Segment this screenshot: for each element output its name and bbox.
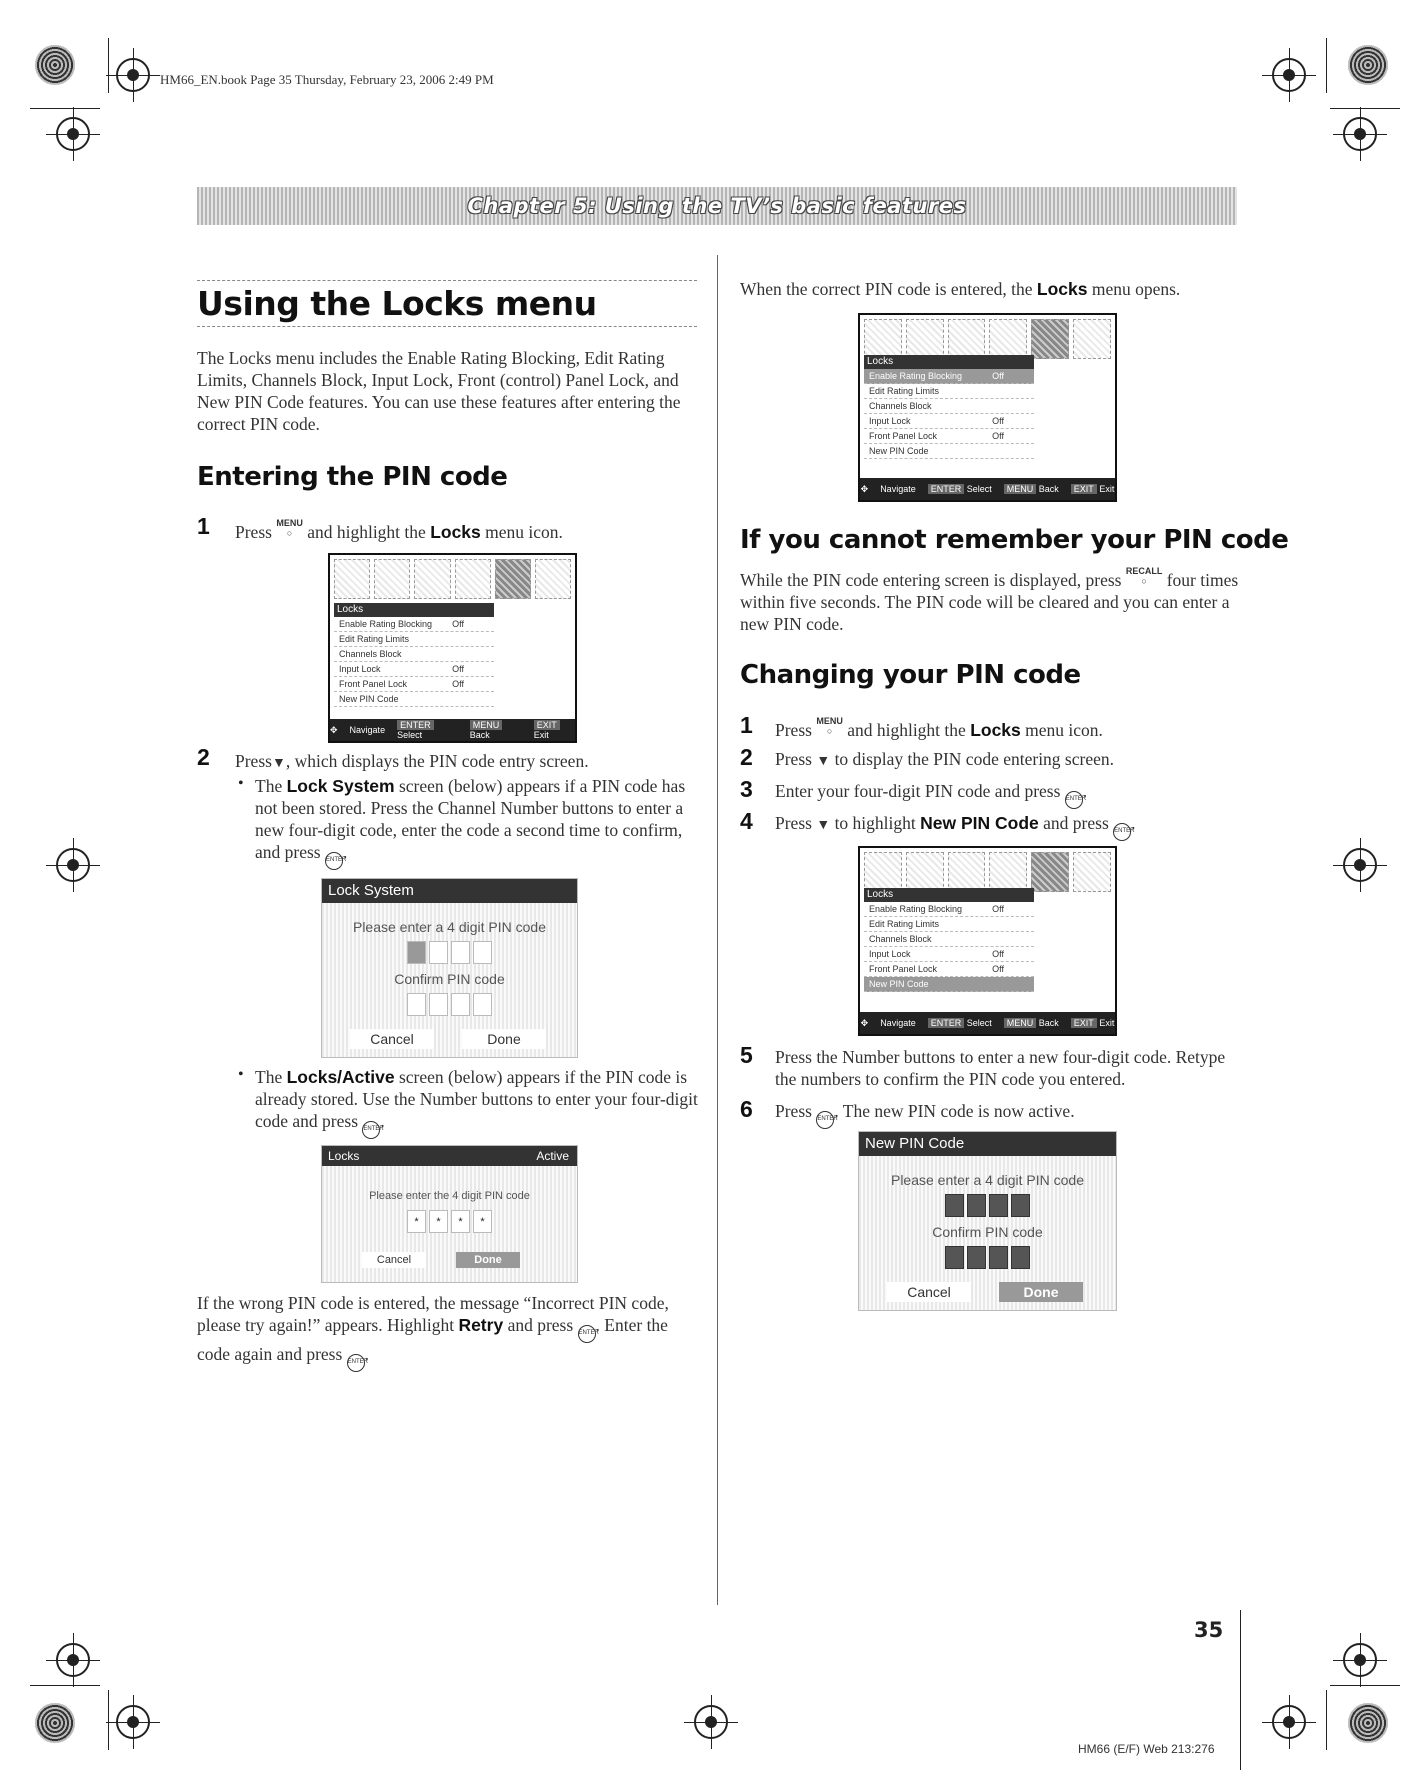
- bullet-dot: •: [238, 775, 244, 792]
- menu-item: Enable Rating Blocking Off: [864, 902, 1034, 917]
- pin-prompt: Please enter the 4 digit PIN code: [369, 1190, 530, 1202]
- subsection-heading: Entering the PIN code: [197, 462, 508, 492]
- cancel-button[interactable]: Cancel: [362, 1252, 426, 1268]
- registration-mark-icon: [56, 117, 90, 151]
- pin-entry-boxes: [859, 1194, 1116, 1217]
- pin-entry-boxes: * * * *: [322, 1210, 577, 1233]
- change-step-2: Press ▼ to display the PIN code entering screen.: [775, 749, 1114, 769]
- column-divider: [717, 255, 718, 1605]
- registration-mark-icon: [116, 58, 150, 92]
- recall-button-icon: RECALL ○: [1125, 566, 1163, 586]
- pin-prompt: Please enter a 4 digit PIN code: [890, 1172, 1084, 1188]
- enter-button-icon: ENTER: [816, 1111, 834, 1129]
- done-button[interactable]: Done: [456, 1252, 520, 1268]
- menu-header: Locks: [334, 603, 494, 617]
- section-rule: [197, 280, 697, 281]
- cancel-button[interactable]: Cancel: [350, 1029, 434, 1049]
- menu-icon-bar: [864, 852, 1111, 892]
- menu-item: Channels Block: [864, 399, 1034, 414]
- pin-entry-boxes: [322, 941, 577, 964]
- enter-button-icon: ENTER: [325, 852, 343, 870]
- crop-mark: [108, 1690, 109, 1750]
- cancel-button[interactable]: Cancel: [887, 1282, 971, 1302]
- menu-item: Input Lock Off: [334, 662, 494, 677]
- menu-button-icon: MENU ○: [816, 716, 843, 736]
- menu-item: New PIN Code: [864, 444, 1034, 459]
- bullet-lock-system: The Lock System screen (below) appears if a PIN code has not been stored. Press the Channel Number buttons to enter a new four-digit code, enter the code a second time to confirm, and press ENTER.: [255, 775, 705, 870]
- section-rule: [197, 326, 697, 327]
- menu-item: Edit Rating Limits: [864, 384, 1034, 399]
- enter-button-icon: ENTER: [1065, 791, 1083, 809]
- confirm-label: Confirm PIN code: [932, 1224, 1043, 1240]
- registration-mark-icon: [1272, 58, 1306, 92]
- step-number: 1: [740, 712, 753, 738]
- locks-menu-screen: [328, 553, 577, 743]
- menu-item: Front Panel Lock Off: [334, 677, 494, 692]
- enter-button-icon: ENTER: [578, 1325, 596, 1343]
- crop-mark: [1326, 38, 1327, 93]
- forgot-pin-paragraph: While the PIN code entering screen is displayed, press RECALL ○ four times within five seconds. The PIN code will be cleared and you can enter a new PIN code.: [740, 566, 1239, 634]
- intro-paragraph: The Locks menu includes the Enable Rating Blocking, Edit Rating Limits, Channels Block, Input Lock, Front (control) Panel Lock, and New PIN Code features. You can use these features after entering the correct PIN code.: [197, 348, 681, 434]
- print-slug: HM66_EN.book Page 35 Thursday, February 23, 2006 2:49 PM: [160, 72, 494, 87]
- registration-mark-icon: [694, 1705, 728, 1739]
- page-number-rule: [1240, 1610, 1241, 1770]
- down-arrow-icon: ▼: [271, 756, 286, 771]
- confirm-label: Confirm PIN code: [394, 971, 505, 987]
- bullet-dot: •: [238, 1066, 244, 1083]
- change-step-3: Enter your four-digit PIN code and press ENTER.: [775, 780, 1240, 809]
- wrong-pin-paragraph: If the wrong PIN code is entered, the message “Incorrect PIN code, please try again!” appears. Highlight Retry and press ENTER. Enter the code again and press ENTER.: [197, 1292, 702, 1372]
- step-2-text: Press▼, which displays the PIN code entry screen.: [235, 751, 589, 771]
- chapter-title: Chapter 5: Using the TV’s basic features: [467, 194, 967, 218]
- down-arrow-icon: ▼: [816, 818, 831, 833]
- step-number: 1: [197, 513, 210, 539]
- menu-header: Locks: [864, 355, 1034, 369]
- step-number: 3: [740, 776, 753, 802]
- menu-button-icon: MENU ○: [276, 518, 303, 538]
- registration-mark-icon: [1272, 1705, 1306, 1739]
- menu-item: Enable Rating Blocking Off: [334, 617, 494, 632]
- crop-mark: [1326, 1690, 1327, 1750]
- registration-mark-icon: [1343, 1643, 1377, 1677]
- menu-item: Channels Block: [334, 647, 494, 662]
- locks-active-dialog: [321, 1145, 578, 1283]
- chapter-banner: [197, 187, 1237, 225]
- navigate-icon: ✥: [860, 1017, 869, 1028]
- registration-ball-bottom-left: [35, 1703, 75, 1743]
- subsection-heading: Changing your PIN code: [740, 660, 1081, 690]
- section-title: Using the Locks menu: [197, 284, 597, 323]
- enter-button-icon: ENTER: [1113, 823, 1131, 841]
- lock-system-dialog: [321, 878, 578, 1058]
- navigate-icon: ✥: [860, 483, 869, 494]
- registration-mark-icon: [56, 848, 90, 882]
- down-arrow-icon: ▼: [816, 754, 831, 769]
- locks-menu-screen: [858, 313, 1117, 502]
- new-pin-dialog: [858, 1131, 1117, 1311]
- menu-item: New PIN Code: [334, 692, 494, 707]
- status-label: Active: [536, 1149, 569, 1163]
- menu-item: Front Panel Lock Off: [864, 962, 1034, 977]
- change-step-1: Press MENU ○ and highlight the Locks menu icon.: [775, 716, 1103, 740]
- enter-button-icon: ENTER: [362, 1121, 380, 1139]
- dialog-title: Locks Active: [322, 1146, 577, 1166]
- dialog-title: New PIN Code: [859, 1132, 1116, 1156]
- pin-confirm-boxes: [322, 993, 577, 1016]
- pin-prompt: Please enter a 4 digit PIN code: [352, 919, 546, 935]
- crop-mark: [1330, 108, 1400, 109]
- registration-mark-icon: [56, 1643, 90, 1677]
- menu-item: Front Panel Lock Off: [864, 429, 1034, 444]
- step-number: 2: [197, 744, 210, 770]
- registration-mark-icon: [1343, 117, 1377, 151]
- pin-confirm-boxes: [859, 1246, 1116, 1269]
- step-number: 5: [740, 1042, 753, 1068]
- subsection-heading: If you cannot remember your PIN code: [740, 525, 1289, 555]
- change-step-5: Press the Number buttons to enter a new four-digit code. Retype the numbers to confirm the PIN code you entered.: [775, 1047, 1226, 1089]
- crop-mark: [30, 1685, 100, 1686]
- page-number: 35: [1194, 1618, 1224, 1642]
- menu-bottom-bar: ✥ Navigate ENTER Select MENU Back EXIT Exit: [860, 1012, 1115, 1034]
- registration-mark-icon: [1343, 848, 1377, 882]
- menu-item: Input Lock Off: [864, 414, 1034, 429]
- menu-item: Channels Block: [864, 932, 1034, 947]
- menu-icon-bar: [334, 559, 571, 599]
- done-button[interactable]: Done: [999, 1282, 1083, 1302]
- registration-ball-top-right: [1348, 45, 1388, 85]
- registration-ball-top-left: [35, 45, 75, 85]
- locks-menu-screen: [858, 846, 1117, 1036]
- menu-item-selected: New PIN Code: [864, 977, 1034, 992]
- menu-item: Input Lock Off: [864, 947, 1034, 962]
- navigate-icon: ✥: [330, 724, 338, 735]
- step-number: 6: [740, 1096, 753, 1122]
- registration-mark-icon: [116, 1705, 150, 1739]
- footer-code: HM66 (E/F) Web 213:276: [1078, 1742, 1215, 1756]
- menu-header: Locks: [864, 888, 1034, 902]
- enter-button-icon: ENTER: [347, 1354, 365, 1372]
- crop-mark: [1330, 1685, 1400, 1686]
- step-number: 2: [740, 744, 753, 770]
- done-button[interactable]: Done: [462, 1029, 546, 1049]
- change-step-6: Press ENTER. The new PIN code is now active.: [775, 1100, 1240, 1129]
- change-step-4: Press ▼ to highlight New PIN Code and press ENTER.: [775, 812, 1240, 841]
- registration-ball-bottom-right: [1348, 1703, 1388, 1743]
- menu-bottom-bar: ✥ Navigate ENTER Select MENU Back EXIT Exit: [860, 478, 1115, 500]
- crop-mark: [30, 108, 100, 109]
- crop-mark: [108, 38, 109, 93]
- menu-icon-bar: [864, 319, 1111, 359]
- locks-opens-text: When the correct PIN code is entered, the Locks menu opens.: [740, 279, 1181, 299]
- menu-item-selected: Enable Rating Blocking Off: [864, 369, 1034, 384]
- menu-item: Edit Rating Limits: [334, 632, 494, 647]
- bullet-locks-active: The Locks/Active screen (below) appears if the PIN code is already stored. Use the Number buttons to enter your four-digit code and press ENTER.: [255, 1066, 705, 1139]
- menu-item: Edit Rating Limits: [864, 917, 1034, 932]
- dialog-title: Lock System: [322, 879, 577, 903]
- step-number: 4: [740, 808, 753, 834]
- menu-bottom-bar: ✥ Navigate ENTER Select MENU Back EXIT Exit: [330, 719, 575, 741]
- step-1-text: Press MENU ○ and highlight the Locks menu icon.: [235, 518, 563, 542]
